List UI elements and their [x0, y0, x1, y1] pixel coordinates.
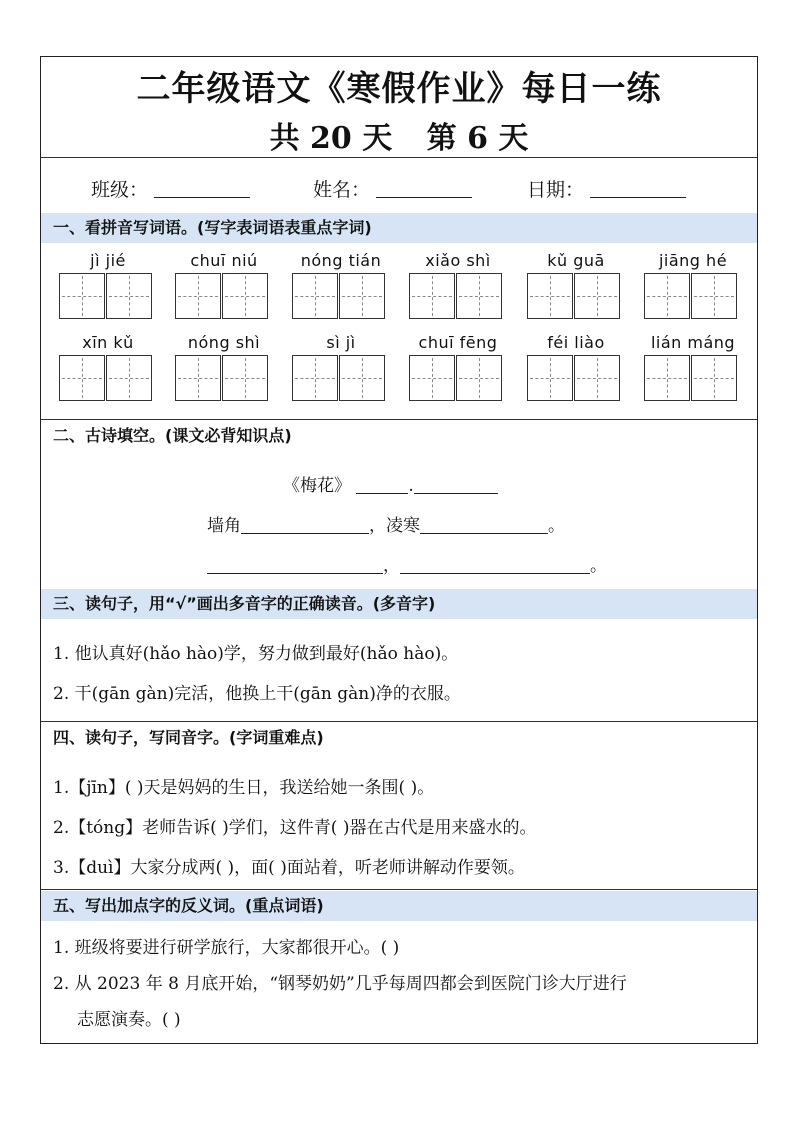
writing-cell[interactable]: [527, 273, 573, 319]
poem-text: 。: [548, 516, 565, 536]
total-days: 共 20 天: [269, 121, 393, 156]
polyphone-item-2: 2. 干(gān gàn)完活，他换上干(gān gàn)净的衣服。: [53, 684, 461, 704]
homophone-item-1: 1.【jīn】( )天是妈妈的生日，我送给她一条围( )。: [53, 778, 435, 798]
poem-blank[interactable]: [400, 573, 590, 574]
writing-cell[interactable]: [222, 355, 268, 401]
homophone-item-3: 3.【duì】大家分成两( )，面( )面站着，听老师讲解动作要领。: [53, 858, 525, 878]
pinyin-label: chuī niú: [190, 251, 258, 270]
writing-cell[interactable]: [292, 355, 338, 401]
writing-cell[interactable]: [59, 273, 105, 319]
section4-heading: 四、读句子，写同音字。(字词重难点): [53, 728, 324, 747]
antonym-item-2: 2. 从 2023 年 8 月底开始，“钢琴奶奶”几乎每周四都会到医院门诊大厅进行: [53, 974, 627, 994]
antonym-item-2-cont: 志愿演奏。( ): [77, 1010, 181, 1030]
writing-cells: [527, 273, 625, 319]
name-blank[interactable]: [376, 179, 472, 198]
writing-cells: [409, 355, 507, 401]
pinyin-word: [527, 251, 625, 319]
writing-cell[interactable]: [409, 355, 455, 401]
writing-cell[interactable]: [339, 355, 385, 401]
pinyin-label: lián máng: [650, 333, 736, 352]
pinyin-word: [527, 333, 625, 401]
pinyin-word: [59, 333, 157, 401]
writing-cell[interactable]: [339, 273, 385, 319]
divider: [41, 889, 757, 890]
writing-cell[interactable]: [175, 273, 221, 319]
date-blank[interactable]: [590, 179, 686, 198]
poem-text: 。: [590, 556, 607, 576]
pinyin-word: [292, 333, 390, 401]
poem-dynasty-blank[interactable]: [356, 493, 408, 494]
writing-cells: [644, 273, 742, 319]
pinyin-label: jiāng hé: [658, 251, 728, 270]
divider: [41, 721, 757, 722]
divider: [41, 157, 757, 158]
writing-cell[interactable]: [292, 273, 338, 319]
writing-cells: [59, 273, 157, 319]
divider: [41, 419, 757, 420]
page-title: 二年级语文《寒假作业》每日一练: [136, 69, 662, 109]
writing-cell[interactable]: [409, 273, 455, 319]
writing-cells: [527, 355, 625, 401]
poem-title-line: [283, 471, 498, 496]
pinyin-word: [175, 251, 273, 319]
date-field[interactable]: [527, 175, 686, 202]
writing-cell[interactable]: [106, 273, 152, 319]
pinyin-label: kǔ guā: [547, 251, 605, 270]
writing-cell[interactable]: [456, 273, 502, 319]
homophone-item-2: 2.【tóng】老师告诉( )学们，这件青( )器在古代是用来盛水的。: [53, 818, 537, 838]
writing-cells: [292, 273, 390, 319]
date-label: 日期：: [527, 179, 585, 201]
writing-cells: [59, 355, 157, 401]
writing-cell[interactable]: [691, 355, 737, 401]
writing-cell[interactable]: [222, 273, 268, 319]
writing-cells: [292, 355, 390, 401]
antonym-item-1: 1. 班级将要进行研学旅行，大家都很开心。( ): [53, 938, 400, 958]
pinyin-label: féi liào: [547, 333, 605, 352]
pinyin-word: [59, 251, 157, 319]
poem-blank[interactable]: [420, 533, 548, 534]
class-blank[interactable]: [154, 179, 250, 198]
writing-cells: [409, 273, 507, 319]
name-label: 姓名：: [313, 179, 371, 201]
writing-cells: [644, 355, 742, 401]
writing-cell[interactable]: [527, 355, 573, 401]
current-day: 第 6 天: [426, 121, 529, 156]
poem-blank[interactable]: [207, 573, 383, 574]
pinyin-label: nóng tián: [300, 251, 382, 270]
section5-heading: 五、写出加点字的反义词。(重点词语): [41, 891, 757, 921]
poem-blank[interactable]: [241, 533, 369, 534]
poem-text: 墙角: [207, 516, 241, 536]
writing-cell[interactable]: [574, 273, 620, 319]
writing-cell[interactable]: [456, 355, 502, 401]
writing-cells: [175, 273, 273, 319]
pinyin-word: [644, 251, 742, 319]
pinyin-label: jì jié: [90, 251, 126, 270]
pinyin-label: xiǎo shì: [425, 251, 491, 270]
page-subtitle: [41, 113, 757, 157]
pinyin-label: xīn kǔ: [82, 333, 134, 352]
poem-line-1: [207, 511, 565, 536]
writing-cell[interactable]: [691, 273, 737, 319]
poem-title: 《梅花》: [283, 476, 351, 496]
section1-heading: 一、看拼音写词语。(写字表词语表重点字词): [41, 213, 757, 243]
polyphone-item-1: 1. 他认真好(hǎo hào)学，努力做到最好(hǎo hào)。: [53, 644, 459, 664]
poem-author-blank[interactable]: [414, 493, 498, 494]
pinyin-word: [409, 251, 507, 319]
name-field[interactable]: [313, 175, 472, 202]
poem-text: ，凌寒: [369, 516, 420, 536]
pinyin-word: [175, 333, 273, 401]
poem-line-2: [207, 551, 607, 576]
writing-cell[interactable]: [175, 355, 221, 401]
writing-cell[interactable]: [644, 355, 690, 401]
pinyin-word: [644, 333, 742, 401]
section3-heading: 三、读句子，用“√”画出多音字的正确读音。(多音字): [41, 589, 757, 619]
pinyin-label: nóng shì: [187, 333, 261, 352]
writing-cell[interactable]: [106, 355, 152, 401]
pinyin-word: [292, 251, 390, 319]
section2-heading: 二、古诗填空。(课文必背知识点): [53, 426, 292, 445]
writing-cells: [175, 355, 273, 401]
writing-cell[interactable]: [59, 355, 105, 401]
poem-text: ，: [383, 556, 400, 576]
writing-cell[interactable]: [644, 273, 690, 319]
pinyin-label: sì jì: [326, 333, 356, 352]
pinyin-word: [409, 333, 507, 401]
class-label: 班级：: [91, 179, 149, 201]
pinyin-label: chuī fēng: [418, 333, 498, 352]
class-field[interactable]: [91, 175, 250, 202]
poem-sep: .: [408, 476, 414, 496]
writing-cell[interactable]: [574, 355, 620, 401]
worksheet: [40, 56, 758, 1044]
